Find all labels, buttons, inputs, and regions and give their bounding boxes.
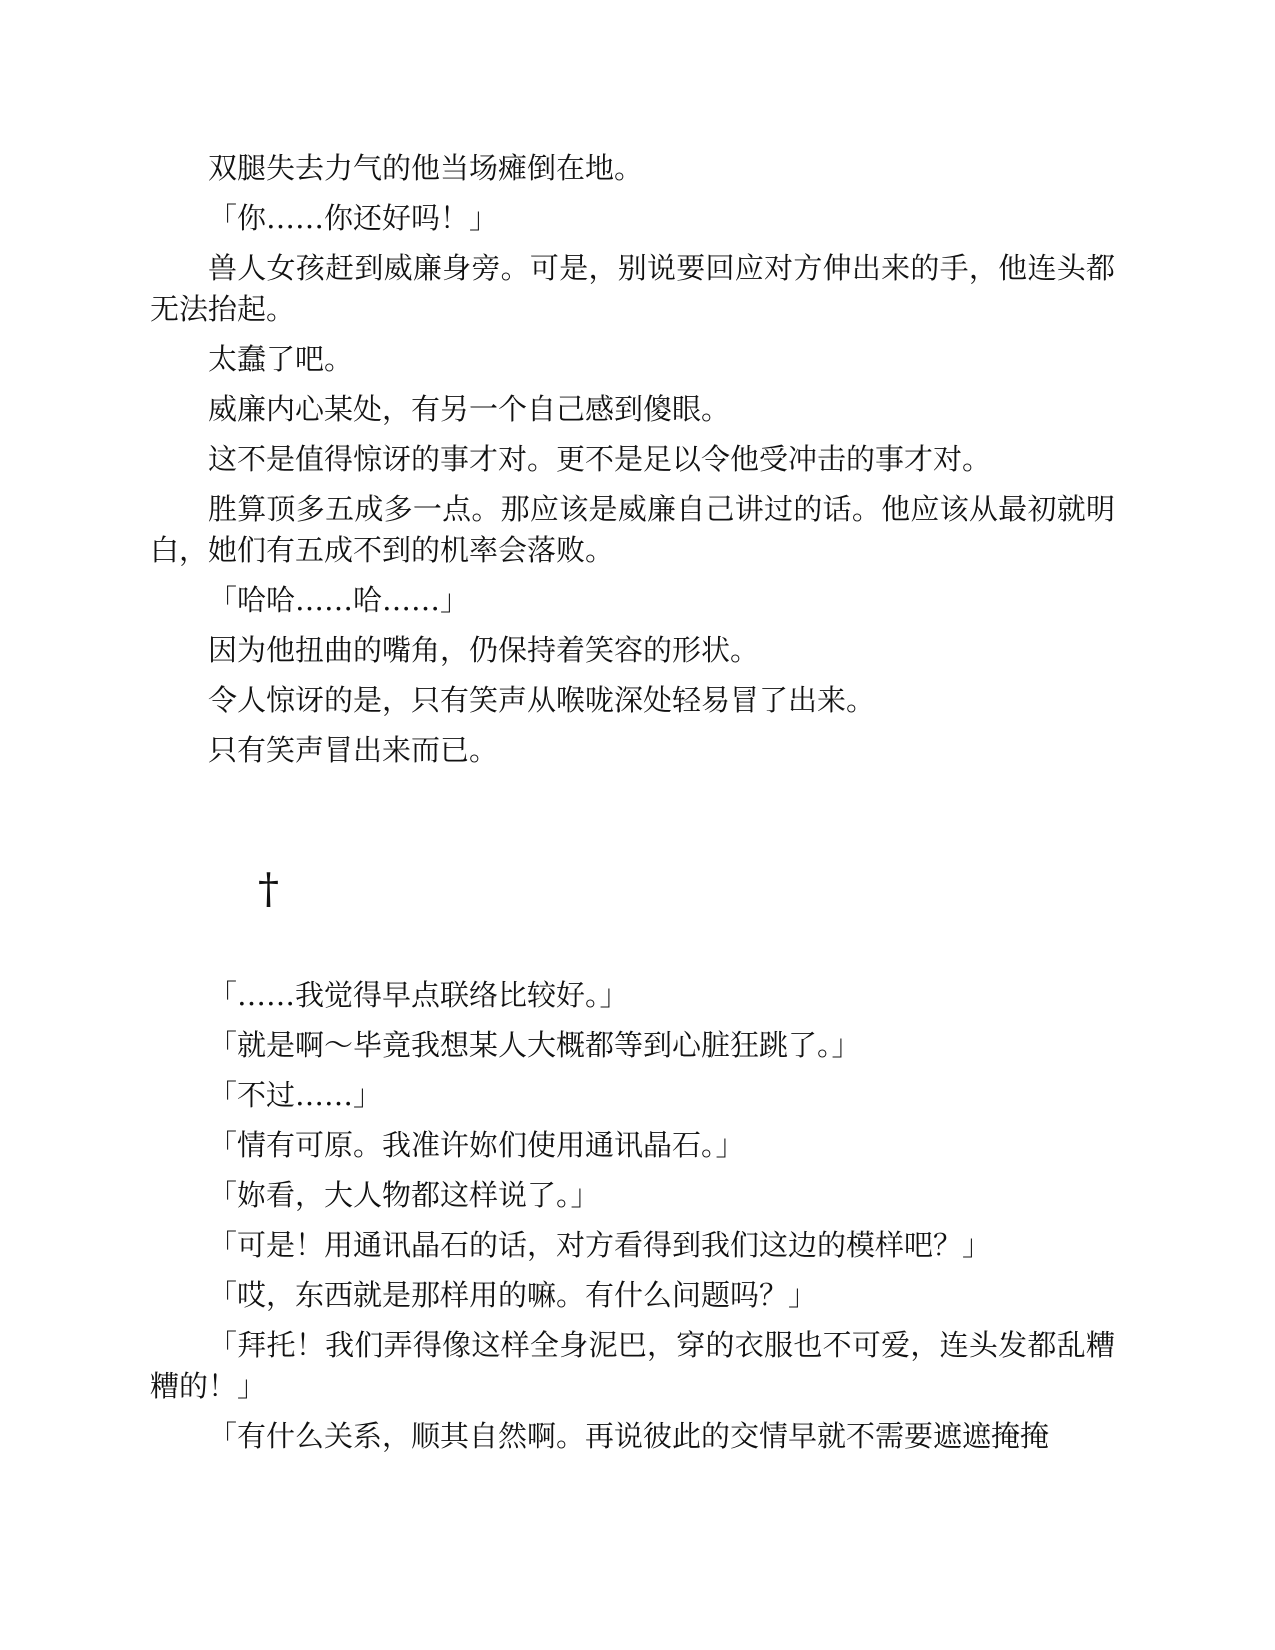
section-separator-dagger: † (258, 864, 279, 913)
paragraph: 威廉内心某处，有另一个自己感到傻眼。 (208, 392, 731, 426)
paragraph: 胜算顶多五成多一点。那应该是威廉自己讲过的话。他应该从最初就明白，她们有五成不到的机率会落败。 (150, 492, 1115, 567)
paragraph: 双腿失去力气的他当场瘫倒在地。 (208, 151, 644, 185)
paragraph: 太蠢了吧。 (208, 342, 354, 376)
paragraph: 因为他扭曲的嘴角，仍保持着笑容的形状。 (208, 633, 760, 667)
paragraph: 兽人女孩赶到威廉身旁。可是，别说要回应对方伸出来的手，他连头都无法抬起。 (150, 251, 1115, 326)
dialogue-line: 「你……你还好吗！」 (208, 201, 499, 235)
dialogue-line: 「拜托！我们弄得像这样全身泥巴，穿的衣服也不可爱，连头发都乱糟糟的！」 (150, 1328, 1115, 1403)
text-section-1 (150, 148, 1115, 780)
dialogue-line: 「情有可原。我准许妳们使用通讯晶石。」 (208, 1128, 745, 1162)
paragraph: 这不是值得惊讶的事才对。更不是足以令他受冲击的事才对。 (208, 442, 992, 476)
dialogue-line: 「哈哈……哈……」 (208, 583, 470, 617)
paragraph: 令人惊讶的是，只有笑声从喉咙深处轻易冒了出来。 (208, 683, 876, 717)
dialogue-line: 「就是啊～毕竟我想某人大概都等到心脏狂跳了。」 (208, 1028, 861, 1062)
dialogue-line: 「不过……」 (208, 1078, 383, 1112)
dialogue-line: 「可是！用通讯晶石的话，对方看得到我们这边的模样吧？」 (208, 1228, 992, 1262)
dialogue-line: 「妳看，大人物都这样说了。」 (208, 1178, 600, 1212)
dialogue-line: 「有什么关系，顺其自然啊。再说彼此的交情早就不需要遮遮掩掩 (208, 1419, 1050, 1453)
dialogue-line: 「……我觉得早点联络比较好。」 (208, 978, 629, 1012)
dialogue-line: 「哎，东西就是那样用的嘛。有什么问题吗？」 (208, 1278, 818, 1312)
text-section-2 (150, 975, 1115, 1466)
paragraph: 只有笑声冒出来而已。 (208, 733, 499, 767)
